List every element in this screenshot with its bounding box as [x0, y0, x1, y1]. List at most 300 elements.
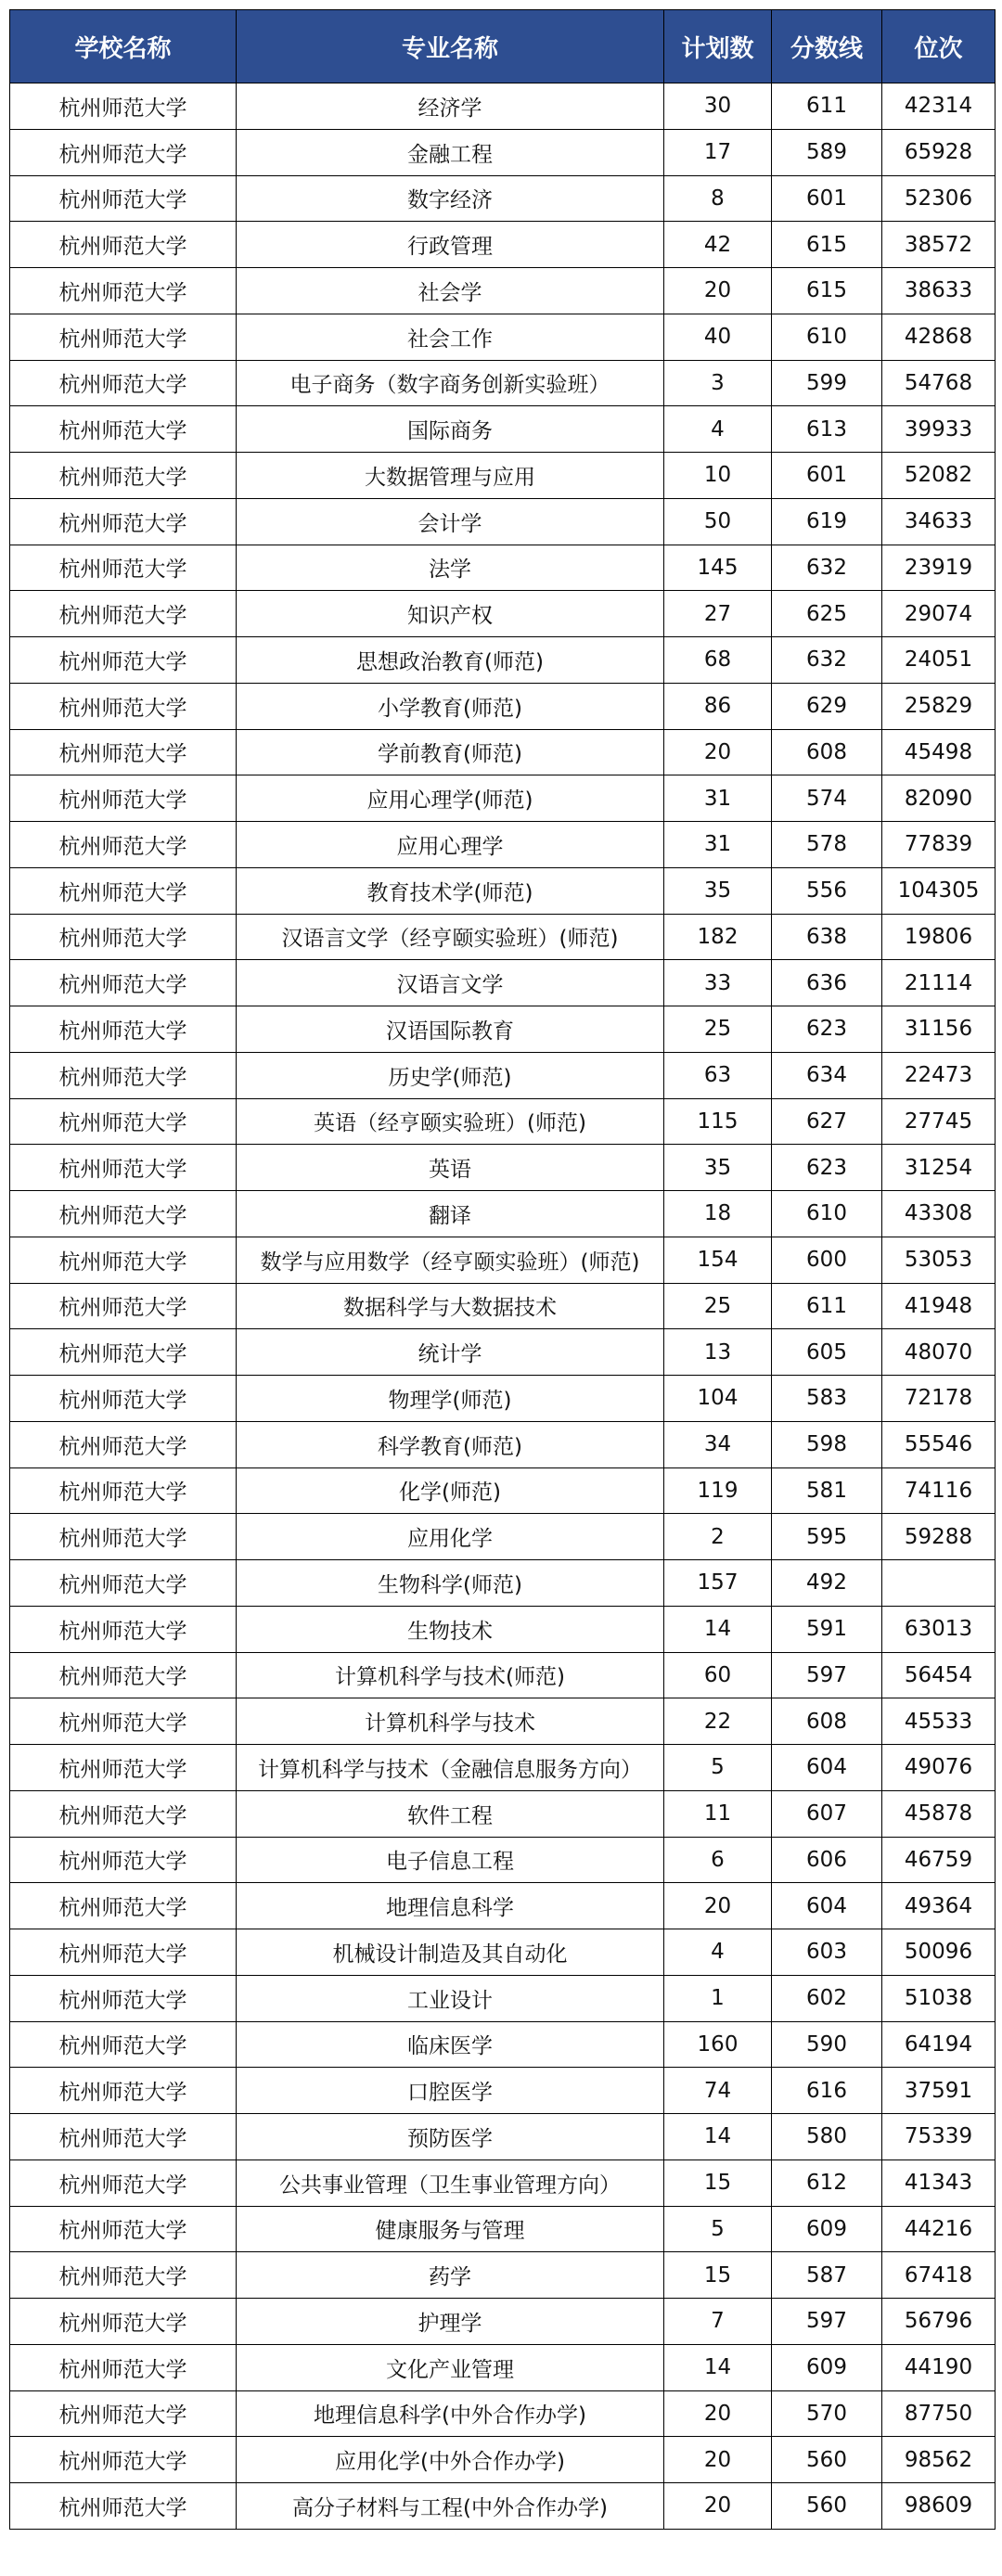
cell-rank: 98562 — [882, 2437, 996, 2483]
cell-school: 杭州师范大学 — [10, 2114, 237, 2160]
cell-school: 杭州师范大学 — [10, 1790, 237, 1837]
cell-major: 应用化学 — [237, 1514, 664, 1560]
cell-major: 汉语国际教育 — [237, 1006, 664, 1053]
table-row — [10, 1006, 996, 1053]
cell-major: 科学教育(师范) — [237, 1421, 664, 1467]
table-row — [10, 453, 996, 499]
cell-plan: 60 — [664, 1652, 772, 1698]
cell-major: 药学 — [237, 2252, 664, 2299]
cell-rank: 42868 — [882, 314, 996, 360]
cell-rank: 38633 — [882, 268, 996, 314]
cell-score: 615 — [772, 268, 882, 314]
cell-plan: 8 — [664, 175, 772, 222]
cell-score: 601 — [772, 453, 882, 499]
table-row — [10, 1652, 996, 1698]
table-row — [10, 314, 996, 360]
cell-score: 611 — [772, 1283, 882, 1329]
cell-plan: 20 — [664, 2437, 772, 2483]
cell-school: 杭州师范大学 — [10, 775, 237, 822]
table-row — [10, 498, 996, 545]
cell-major: 物理学(师范) — [237, 1376, 664, 1422]
cell-rank: 29074 — [882, 591, 996, 637]
table-row — [10, 1837, 996, 1883]
cell-rank: 45878 — [882, 1790, 996, 1837]
cell-major: 生物科学(师范) — [237, 1560, 664, 1607]
table-row — [10, 591, 996, 637]
cell-rank: 51038 — [882, 1975, 996, 2021]
cell-plan: 20 — [664, 729, 772, 775]
cell-score: 623 — [772, 1006, 882, 1053]
cell-score: 583 — [772, 1376, 882, 1422]
cell-score: 609 — [772, 2206, 882, 2252]
cell-plan: 15 — [664, 2159, 772, 2206]
cell-plan: 119 — [664, 1467, 772, 1514]
table-row — [10, 2344, 996, 2390]
cell-major: 数字经济 — [237, 175, 664, 222]
cell-school: 杭州师范大学 — [10, 1421, 237, 1467]
table-row — [10, 1052, 996, 1098]
cell-school: 杭州师范大学 — [10, 360, 237, 406]
table-row — [10, 1098, 996, 1145]
cell-score: 625 — [772, 591, 882, 637]
cell-major: 社会工作 — [237, 314, 664, 360]
cell-rank: 21114 — [882, 960, 996, 1006]
cell-major: 英语（经亨颐实验班）(师范) — [237, 1098, 664, 1145]
cell-school: 杭州师范大学 — [10, 867, 237, 914]
cell-major: 公共事业管理（卫生事业管理方向） — [237, 2159, 664, 2206]
cell-rank: 75339 — [882, 2114, 996, 2160]
cell-rank: 65928 — [882, 129, 996, 175]
cell-plan: 35 — [664, 1145, 772, 1191]
cell-rank: 54768 — [882, 360, 996, 406]
cell-plan: 14 — [664, 1606, 772, 1652]
cell-rank: 63013 — [882, 1606, 996, 1652]
cell-plan: 3 — [664, 360, 772, 406]
cell-school: 杭州师范大学 — [10, 1745, 237, 1791]
cell-score: 601 — [772, 175, 882, 222]
cell-plan: 68 — [664, 637, 772, 684]
cell-school: 杭州师范大学 — [10, 822, 237, 868]
header-plan: 计划数 — [664, 10, 772, 83]
table-row — [10, 822, 996, 868]
cell-major: 数学与应用数学（经亨颐实验班）(师范) — [237, 1237, 664, 1283]
cell-score: 619 — [772, 498, 882, 545]
table-row — [10, 637, 996, 684]
cell-school: 杭州师范大学 — [10, 268, 237, 314]
cell-rank: 24051 — [882, 637, 996, 684]
cell-rank: 44216 — [882, 2206, 996, 2252]
table-row — [10, 2252, 996, 2299]
cell-major: 大数据管理与应用 — [237, 453, 664, 499]
table-row — [10, 2068, 996, 2114]
cell-plan: 1 — [664, 1975, 772, 2021]
cell-score: 615 — [772, 222, 882, 268]
cell-score: 602 — [772, 1975, 882, 2021]
table-row — [10, 1237, 996, 1283]
cell-rank — [882, 1560, 996, 1607]
cell-major: 高分子材料与工程(中外合作办学) — [237, 2483, 664, 2530]
table-row — [10, 1745, 996, 1791]
table-row — [10, 1698, 996, 1745]
table-row — [10, 1606, 996, 1652]
cell-rank: 43308 — [882, 1191, 996, 1237]
cell-rank: 31156 — [882, 1006, 996, 1053]
table-row — [10, 1790, 996, 1837]
cell-school: 杭州师范大学 — [10, 175, 237, 222]
cell-rank: 46759 — [882, 1837, 996, 1883]
cell-school: 杭州师范大学 — [10, 914, 237, 960]
cell-rank: 41948 — [882, 1283, 996, 1329]
cell-major: 统计学 — [237, 1329, 664, 1376]
cell-school: 杭州师范大学 — [10, 453, 237, 499]
cell-major: 社会学 — [237, 268, 664, 314]
header-score: 分数线 — [772, 10, 882, 83]
table-row — [10, 406, 996, 453]
cell-plan: 35 — [664, 867, 772, 914]
cell-school: 杭州师范大学 — [10, 1883, 237, 1929]
cell-plan: 2 — [664, 1514, 772, 1560]
cell-plan: 15 — [664, 2252, 772, 2299]
table-row — [10, 1329, 996, 1376]
cell-score: 616 — [772, 2068, 882, 2114]
cell-plan: 34 — [664, 1421, 772, 1467]
cell-major: 学前教育(师范) — [237, 729, 664, 775]
cell-school: 杭州师范大学 — [10, 2252, 237, 2299]
cell-plan: 25 — [664, 1283, 772, 1329]
cell-school: 杭州师范大学 — [10, 1098, 237, 1145]
cell-school: 杭州师范大学 — [10, 406, 237, 453]
table-header — [10, 10, 996, 83]
cell-score: 623 — [772, 1145, 882, 1191]
cell-score: 581 — [772, 1467, 882, 1514]
cell-major: 英语 — [237, 1145, 664, 1191]
cell-plan: 74 — [664, 2068, 772, 2114]
cell-rank: 56454 — [882, 1652, 996, 1698]
table-row — [10, 360, 996, 406]
cell-score: 604 — [772, 1883, 882, 1929]
cell-plan: 13 — [664, 1329, 772, 1376]
cell-major: 汉语言文学（经亨颐实验班）(师范) — [237, 914, 664, 960]
cell-score: 632 — [772, 545, 882, 591]
table-row — [10, 1883, 996, 1929]
table-row — [10, 1975, 996, 2021]
table-body — [10, 83, 996, 2530]
cell-rank: 27745 — [882, 1098, 996, 1145]
cell-score: 632 — [772, 637, 882, 684]
cell-major: 计算机科学与技术(师范) — [237, 1652, 664, 1698]
cell-plan: 5 — [664, 1745, 772, 1791]
cell-major: 行政管理 — [237, 222, 664, 268]
cell-major: 知识产权 — [237, 591, 664, 637]
cell-school: 杭州师范大学 — [10, 1652, 237, 1698]
cell-major: 经济学 — [237, 83, 664, 130]
cell-rank: 25829 — [882, 683, 996, 729]
cell-rank: 45498 — [882, 729, 996, 775]
cell-score: 627 — [772, 1098, 882, 1145]
cell-major: 教育技术学(师范) — [237, 867, 664, 914]
cell-school: 杭州师范大学 — [10, 591, 237, 637]
cell-major: 应用心理学 — [237, 822, 664, 868]
cell-rank: 53053 — [882, 1237, 996, 1283]
cell-plan: 7 — [664, 2299, 772, 2345]
cell-score: 634 — [772, 1052, 882, 1098]
cell-school: 杭州师范大学 — [10, 637, 237, 684]
table-row — [10, 2206, 996, 2252]
table-row — [10, 268, 996, 314]
cell-rank: 49076 — [882, 1745, 996, 1791]
cell-score: 611 — [772, 83, 882, 130]
cell-rank: 44190 — [882, 2344, 996, 2390]
cell-school: 杭州师范大学 — [10, 1837, 237, 1883]
header-row — [10, 10, 996, 83]
cell-score: 605 — [772, 1329, 882, 1376]
cell-school: 杭州师范大学 — [10, 2390, 237, 2437]
cell-score: 589 — [772, 129, 882, 175]
table-row — [10, 1929, 996, 1976]
cell-major: 数据科学与大数据技术 — [237, 1283, 664, 1329]
cell-plan: 33 — [664, 960, 772, 1006]
header-rank: 位次 — [882, 10, 996, 83]
cell-plan: 145 — [664, 545, 772, 591]
cell-score: 574 — [772, 775, 882, 822]
cell-school: 杭州师范大学 — [10, 314, 237, 360]
cell-score: 599 — [772, 360, 882, 406]
cell-school: 杭州师范大学 — [10, 545, 237, 591]
cell-score: 604 — [772, 1745, 882, 1791]
cell-score: 600 — [772, 1237, 882, 1283]
table-row — [10, 683, 996, 729]
cell-major: 会计学 — [237, 498, 664, 545]
cell-plan: 20 — [664, 268, 772, 314]
cell-school: 杭州师范大学 — [10, 683, 237, 729]
cell-rank: 87750 — [882, 2390, 996, 2437]
cell-rank: 64194 — [882, 2021, 996, 2068]
table-row — [10, 960, 996, 1006]
cell-school: 杭州师范大学 — [10, 1052, 237, 1098]
cell-school: 杭州师范大学 — [10, 2159, 237, 2206]
cell-score: 606 — [772, 1837, 882, 1883]
cell-major: 应用心理学(师范) — [237, 775, 664, 822]
cell-school: 杭州师范大学 — [10, 1929, 237, 1976]
cell-major: 电子商务（数字商务创新实验班） — [237, 360, 664, 406]
cell-rank: 49364 — [882, 1883, 996, 1929]
cell-rank: 56796 — [882, 2299, 996, 2345]
table-row — [10, 2159, 996, 2206]
cell-plan: 11 — [664, 1790, 772, 1837]
cell-score: 603 — [772, 1929, 882, 1976]
cell-plan: 22 — [664, 1698, 772, 1745]
cell-rank: 52082 — [882, 453, 996, 499]
cell-rank: 41343 — [882, 2159, 996, 2206]
cell-rank: 19806 — [882, 914, 996, 960]
cell-score: 560 — [772, 2437, 882, 2483]
cell-major: 口腔医学 — [237, 2068, 664, 2114]
cell-plan: 4 — [664, 1929, 772, 1976]
cell-rank: 34633 — [882, 498, 996, 545]
cell-school: 杭州师范大学 — [10, 1467, 237, 1514]
cell-plan: 182 — [664, 914, 772, 960]
cell-score: 612 — [772, 2159, 882, 2206]
cell-score: 560 — [772, 2483, 882, 2530]
table-row — [10, 1421, 996, 1467]
cell-plan: 20 — [664, 2483, 772, 2530]
cell-major: 地理信息科学 — [237, 1883, 664, 1929]
cell-school: 杭州师范大学 — [10, 1376, 237, 1422]
cell-major: 临床医学 — [237, 2021, 664, 2068]
cell-score: 591 — [772, 1606, 882, 1652]
cell-school: 杭州师范大学 — [10, 2206, 237, 2252]
cell-rank: 42314 — [882, 83, 996, 130]
cell-score: 595 — [772, 1514, 882, 1560]
cell-score: 610 — [772, 1191, 882, 1237]
cell-rank: 39933 — [882, 406, 996, 453]
cell-rank: 77839 — [882, 822, 996, 868]
cell-major: 护理学 — [237, 2299, 664, 2345]
cell-major: 历史学(师范) — [237, 1052, 664, 1098]
cell-school: 杭州师范大学 — [10, 2021, 237, 2068]
table-row — [10, 1560, 996, 1607]
cell-school: 杭州师范大学 — [10, 1006, 237, 1053]
table-row — [10, 2483, 996, 2530]
cell-rank: 45533 — [882, 1698, 996, 1745]
cell-rank: 50096 — [882, 1929, 996, 1976]
cell-plan: 154 — [664, 1237, 772, 1283]
table-row — [10, 1376, 996, 1422]
cell-plan: 30 — [664, 83, 772, 130]
cell-major: 思想政治教育(师范) — [237, 637, 664, 684]
cell-major: 应用化学(中外合作办学) — [237, 2437, 664, 2483]
cell-score: 610 — [772, 314, 882, 360]
cell-plan: 6 — [664, 1837, 772, 1883]
cell-score: 578 — [772, 822, 882, 868]
cell-plan: 14 — [664, 2344, 772, 2390]
cell-plan: 31 — [664, 822, 772, 868]
header-major: 专业名称 — [237, 10, 664, 83]
cell-score: 636 — [772, 960, 882, 1006]
cell-plan: 160 — [664, 2021, 772, 2068]
cell-score: 607 — [772, 1790, 882, 1837]
table-row — [10, 545, 996, 591]
cell-rank: 59288 — [882, 1514, 996, 1560]
cell-school: 杭州师范大学 — [10, 1329, 237, 1376]
cell-major: 计算机科学与技术 — [237, 1698, 664, 1745]
cell-major: 健康服务与管理 — [237, 2206, 664, 2252]
cell-rank: 55546 — [882, 1421, 996, 1467]
cell-school: 杭州师范大学 — [10, 2068, 237, 2114]
cell-rank: 38572 — [882, 222, 996, 268]
table-row — [10, 2021, 996, 2068]
cell-score: 597 — [772, 1652, 882, 1698]
cell-plan: 20 — [664, 1883, 772, 1929]
cell-plan: 50 — [664, 498, 772, 545]
cell-major: 法学 — [237, 545, 664, 591]
cell-school: 杭州师范大学 — [10, 729, 237, 775]
cell-score: 556 — [772, 867, 882, 914]
header-school: 学校名称 — [10, 10, 237, 83]
cell-rank: 52306 — [882, 175, 996, 222]
cell-score: 638 — [772, 914, 882, 960]
table-row — [10, 2437, 996, 2483]
table-row — [10, 1191, 996, 1237]
cell-school: 杭州师范大学 — [10, 1698, 237, 1745]
cell-score: 609 — [772, 2344, 882, 2390]
cell-score: 597 — [772, 2299, 882, 2345]
cell-school: 杭州师范大学 — [10, 1560, 237, 1607]
cell-plan: 10 — [664, 453, 772, 499]
cell-major: 地理信息科学(中外合作办学) — [237, 2390, 664, 2437]
cell-school: 杭州师范大学 — [10, 498, 237, 545]
cell-plan: 40 — [664, 314, 772, 360]
cell-rank: 82090 — [882, 775, 996, 822]
cell-rank: 23919 — [882, 545, 996, 591]
cell-score: 608 — [772, 729, 882, 775]
cell-school: 杭州师范大学 — [10, 960, 237, 1006]
cell-rank: 48070 — [882, 1329, 996, 1376]
cell-major: 文化产业管理 — [237, 2344, 664, 2390]
cell-score: 580 — [772, 2114, 882, 2160]
table-row — [10, 1514, 996, 1560]
cell-school: 杭州师范大学 — [10, 129, 237, 175]
cell-rank: 37591 — [882, 2068, 996, 2114]
cell-school: 杭州师范大学 — [10, 2437, 237, 2483]
cell-major: 预防医学 — [237, 2114, 664, 2160]
cell-score: 613 — [772, 406, 882, 453]
cell-rank: 74116 — [882, 1467, 996, 1514]
table-row — [10, 2299, 996, 2345]
cell-major: 机械设计制造及其自动化 — [237, 1929, 664, 1976]
admission-table-wrapper — [9, 9, 996, 2530]
cell-plan: 31 — [664, 775, 772, 822]
cell-school: 杭州师范大学 — [10, 1975, 237, 2021]
cell-score: 598 — [772, 1421, 882, 1467]
cell-school: 杭州师范大学 — [10, 2344, 237, 2390]
cell-rank: 72178 — [882, 1376, 996, 1422]
cell-plan: 42 — [664, 222, 772, 268]
cell-score: 590 — [772, 2021, 882, 2068]
cell-score: 492 — [772, 1560, 882, 1607]
table-row — [10, 83, 996, 130]
cell-major: 翻译 — [237, 1191, 664, 1237]
table-row — [10, 2390, 996, 2437]
table-row — [10, 1467, 996, 1514]
cell-major: 金融工程 — [237, 129, 664, 175]
cell-school: 杭州师范大学 — [10, 1606, 237, 1652]
cell-rank: 98609 — [882, 2483, 996, 2530]
cell-major: 小学教育(师范) — [237, 683, 664, 729]
table-row — [10, 1145, 996, 1191]
cell-plan: 115 — [664, 1098, 772, 1145]
cell-school: 杭州师范大学 — [10, 2299, 237, 2345]
cell-school: 杭州师范大学 — [10, 83, 237, 130]
cell-plan: 157 — [664, 1560, 772, 1607]
cell-plan: 4 — [664, 406, 772, 453]
table-row — [10, 729, 996, 775]
cell-plan: 27 — [664, 591, 772, 637]
cell-score: 570 — [772, 2390, 882, 2437]
cell-school: 杭州师范大学 — [10, 1283, 237, 1329]
cell-major: 软件工程 — [237, 1790, 664, 1837]
cell-plan: 25 — [664, 1006, 772, 1053]
table-row — [10, 129, 996, 175]
table-row — [10, 775, 996, 822]
cell-plan: 104 — [664, 1376, 772, 1422]
cell-major: 工业设计 — [237, 1975, 664, 2021]
table-row — [10, 1283, 996, 1329]
cell-score: 629 — [772, 683, 882, 729]
cell-school: 杭州师范大学 — [10, 1514, 237, 1560]
cell-plan: 14 — [664, 2114, 772, 2160]
cell-school: 杭州师范大学 — [10, 1237, 237, 1283]
